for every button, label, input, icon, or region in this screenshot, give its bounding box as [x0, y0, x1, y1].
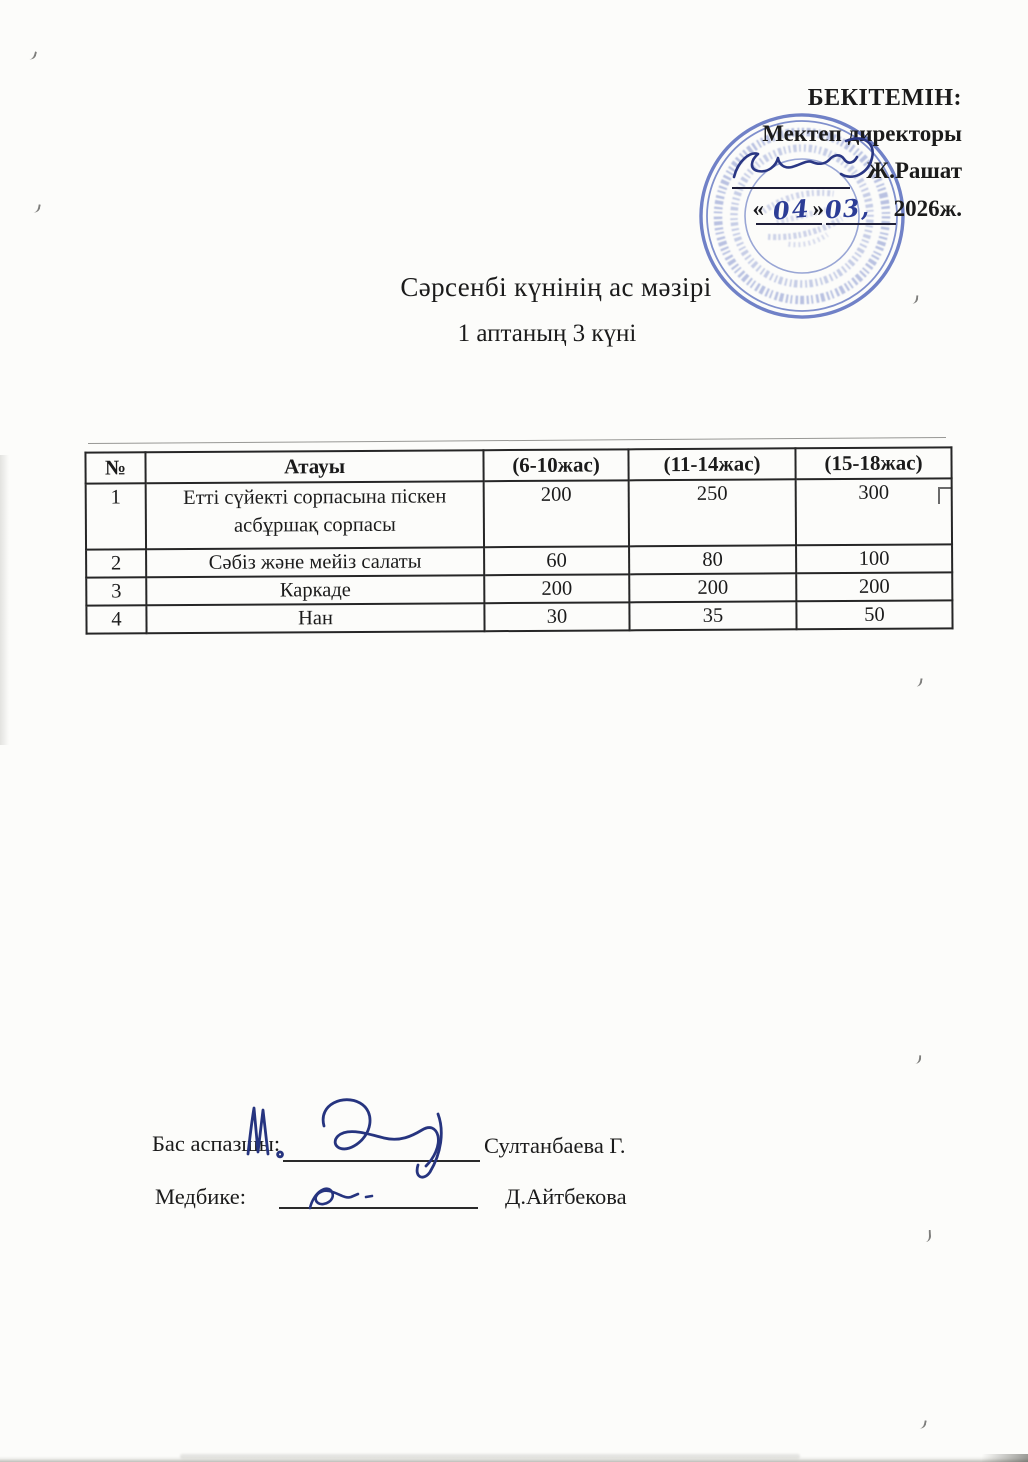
scan-ghost-line	[88, 437, 946, 444]
chief-cook-name: Султанбаева Г.	[484, 1133, 626, 1158]
portion-15-18: 50	[796, 600, 952, 629]
scan-speck	[919, 1420, 926, 1430]
nurse-name: Д.Айтбекова	[505, 1184, 627, 1209]
portion-6-10: 200	[484, 480, 629, 547]
portion-15-18: 300	[796, 478, 952, 545]
handwritten-day: 04	[771, 193, 812, 226]
dish-name: Етті сүйекті сорпасына піскен асбұршақ сорпасы	[146, 481, 484, 549]
row-num: 4	[86, 605, 146, 633]
portion-11-14: 80	[629, 545, 796, 574]
handwritten-month: 03,	[824, 192, 871, 225]
scan-speck	[33, 204, 40, 214]
scan-speck	[915, 678, 922, 688]
dish-name: Нан	[146, 603, 484, 633]
portion-6-10: 60	[484, 546, 629, 575]
portion-11-14: 250	[629, 479, 796, 546]
row-num: 3	[86, 577, 146, 605]
col-header-age-6-10: (6-10жас)	[483, 449, 628, 481]
date-year: 2026ж.	[893, 196, 962, 221]
scan-speck	[925, 1230, 931, 1242]
portion-15-18: 200	[796, 572, 952, 601]
dish-name: Каркаде	[146, 575, 484, 605]
nurse-signature-ink	[300, 1178, 392, 1218]
scan-corner-shadow	[982, 1454, 1028, 1462]
month-underline	[826, 223, 896, 225]
table-row	[86, 600, 952, 633]
col-header-num: №	[85, 452, 145, 483]
scan-speck	[915, 1055, 922, 1064]
scan-speck	[29, 50, 37, 60]
portion-6-10: 30	[484, 602, 629, 631]
portion-11-14: 35	[629, 601, 796, 630]
portion-6-10: 200	[484, 574, 629, 603]
menu-title-block	[250, 272, 862, 348]
scan-bottom-edge	[0, 1456, 1028, 1462]
director-name: Ж.Рашат	[866, 158, 962, 183]
menu-title: Сәрсенбі күнінің ас мәзірі	[400, 272, 712, 302]
nurse-label: Медбике:	[155, 1184, 246, 1209]
approval-date-line	[520, 194, 962, 228]
day-underline	[756, 223, 822, 225]
row-num: 1	[86, 483, 146, 549]
dish-name: Сәбіз және мейіз салаты	[146, 547, 484, 577]
chief-cook-signature-ink	[232, 1092, 478, 1184]
col-header-age-15-18: (15-18жас)	[795, 447, 951, 479]
menu-table	[84, 446, 953, 634]
portion-11-14: 200	[629, 573, 796, 602]
table-row	[86, 478, 952, 549]
scan-speck	[912, 295, 919, 305]
col-header-age-11-14: (11-14жас)	[628, 448, 795, 480]
chief-cook-label: Бас аспазшы:	[152, 1131, 281, 1156]
date-close-quote: »	[812, 196, 824, 221]
portion-15-18: 100	[796, 544, 952, 573]
director-signature-ink	[726, 133, 886, 197]
menu-table-wrap	[84, 446, 951, 634]
menu-subtitle: 1 аптаның 3 күні	[457, 320, 637, 347]
col-header-name: Атауы	[145, 450, 483, 483]
date-open-quote: «	[752, 196, 764, 221]
approval-heading: БЕКІТЕМІН:	[807, 85, 962, 111]
director-title: Мектеп директоры	[762, 121, 962, 146]
row-num: 2	[86, 549, 146, 577]
scan-left-shade	[0, 455, 9, 745]
